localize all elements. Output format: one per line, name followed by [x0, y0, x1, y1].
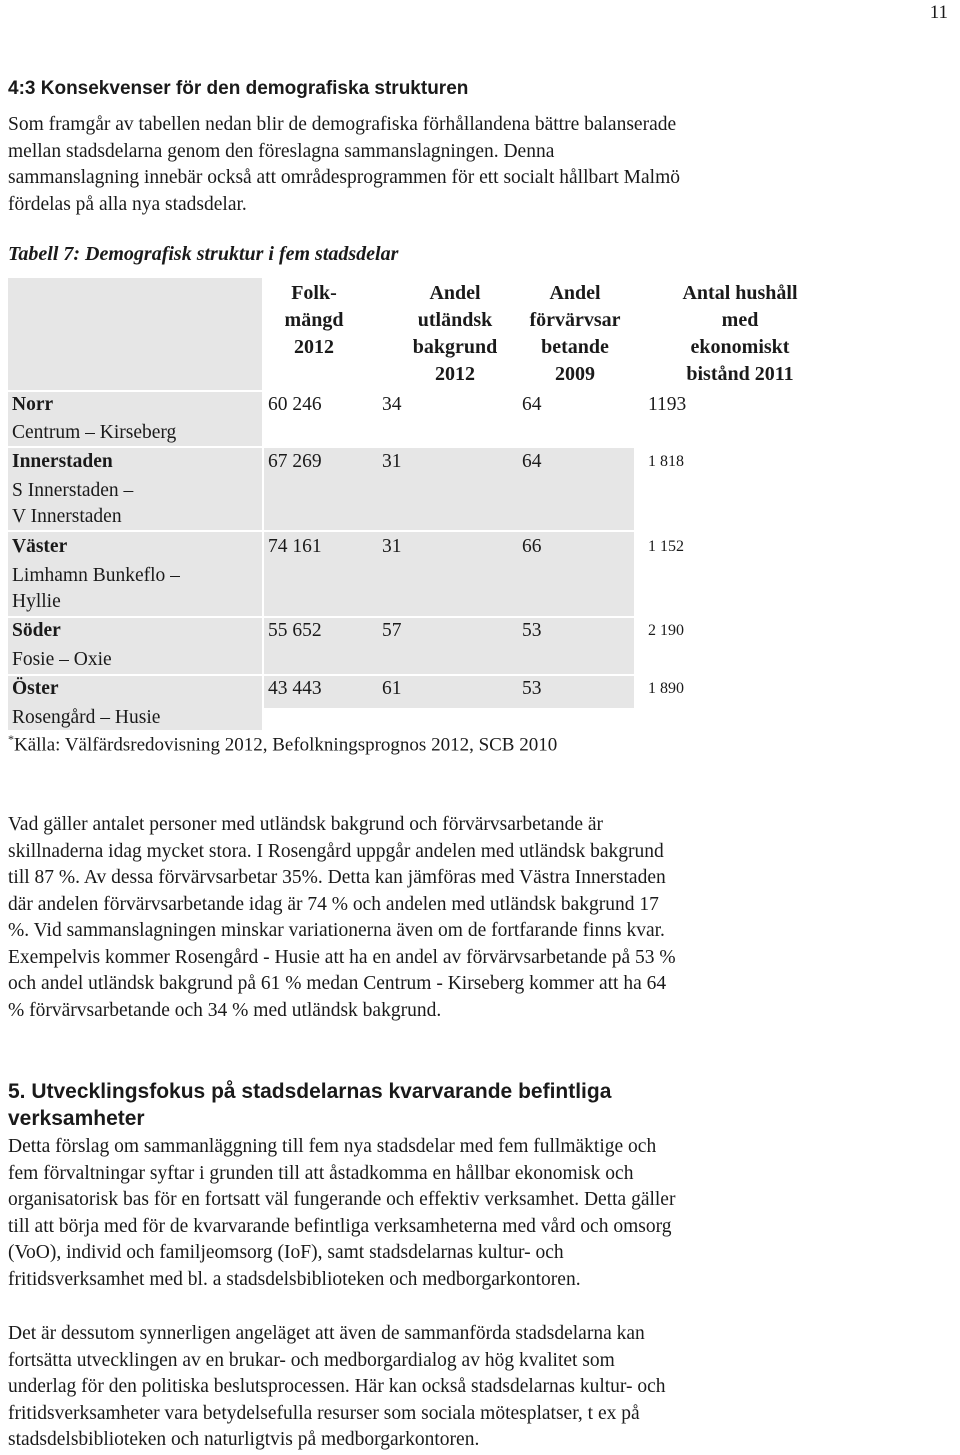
cell-households-aid: 1 818 [648, 453, 684, 470]
page-number: 11 [929, 2, 948, 23]
cell-employed-share: 53 [522, 620, 542, 641]
row-subname: Rosengård – Husie [12, 707, 161, 728]
column-header-households-aid: Antal hushåll med ekonomiskt bistånd 2011 [682, 282, 798, 385]
text-line: sammanslagning innebär också att områdesprogrammen för ett socialt hållbart Malmö [8, 167, 681, 188]
cell-population: 55 652 [268, 620, 322, 641]
row-name: Väster [12, 536, 68, 557]
source-text: Källa: Välfärdsredovisning 2012, Befolkningsprognos 2012, SCB 2010 [14, 734, 558, 756]
text-line: underlag för den politiska beslutsprocessen. Här kan också stadsdelarnas kultur- och [8, 1376, 666, 1397]
text-line: Det är dessutom synnerligen angeläget att även de sammanförda stadsdelarna kan [8, 1323, 645, 1344]
intro-paragraph [8, 112, 908, 218]
cell-employed-share: 64 [522, 394, 542, 415]
cell-households-aid: 1 890 [648, 680, 684, 697]
cell-foreign-share: 34 [382, 394, 402, 415]
text-line: (VoO), individ och familjeomsorg (IoF), samt stadsdelarnas kultur- och [8, 1242, 564, 1263]
row-name: Söder [12, 620, 61, 641]
table-caption: Tabell 7: Demografisk struktur i fem stadsdelar [8, 243, 399, 265]
heading-line: 5. Utvecklingsfokus på stadsdelarnas kvarvarande befintliga [8, 1080, 612, 1103]
cell-population: 67 269 [268, 451, 322, 472]
cell-population: 43 443 [268, 678, 322, 699]
cell-foreign-share: 61 [382, 678, 402, 699]
cell-foreign-share: 57 [382, 620, 402, 641]
row-name: Innerstaden [12, 451, 113, 472]
text-line: fördelas på alla nya stadsdelar. [8, 193, 247, 215]
cell-population: 60 246 [268, 394, 322, 415]
cell-employed-share: 64 [522, 451, 542, 472]
row-name: Öster [12, 678, 59, 699]
row-subname: Centrum – Kirseberg [12, 422, 177, 443]
text-line: organisatorisk bas för en fortsatt väl fungerande och effektiv verksamhet. Detta gäller [8, 1189, 676, 1210]
text-line: skillnaderna idag mycket stora. I Rosengård uppgår andelen med utländsk bakgrund [8, 840, 664, 862]
demographics-table [0, 278, 960, 758]
cell-households-aid: 1 152 [648, 538, 684, 555]
table-source-note [8, 732, 557, 756]
column-header-foreign-background: Andel utländsk bakgrund 2012 [412, 282, 498, 385]
row-subname: Limhamn Bunkeflo – [12, 565, 180, 586]
column-header-employed: Andel förvärvsar betande 2009 [529, 282, 621, 385]
row-subname: V Innerstaden [12, 506, 122, 527]
text-line: till att börja med för de kvarvarande befintliga verksamheterna med vård och omsorg [8, 1215, 672, 1237]
text-line: Detta förslag om sammanläggning till fem nya stadsdelar med fem fullmäktige och [8, 1136, 657, 1157]
row-name: Norr [12, 394, 54, 415]
cell-employed-share: 53 [522, 678, 542, 699]
cell-population: 74 161 [268, 536, 322, 557]
cell-households-aid: 2 190 [648, 622, 684, 639]
text-line: mellan stadsdelarna genom den föreslagna sammanslagningen. Denna [8, 140, 555, 162]
text-line: % förvärvsarbetande och 34 % med utländsk bakgrund. [8, 999, 442, 1021]
text-line: stadsdelsbiblioteken och naturligtvis på medborgarkontoren. [8, 1429, 480, 1450]
table-header-blank-cell [8, 278, 262, 390]
heading-line: verksamheter [8, 1107, 145, 1130]
cell-foreign-share: 31 [382, 451, 402, 472]
cell-foreign-share: 31 [382, 536, 402, 557]
text-line: fritidsverksamhet med bl. a stadsdelsbiblioteken och medborgarkontoren. [8, 1268, 581, 1290]
section-5-heading [8, 1078, 908, 1132]
text-line: fritidsverksamheter vara betydelsefulla resurser som sociala mötesplatser, t ex på [8, 1402, 640, 1424]
text-line: och andel utländsk bakgrund på 61 % medan Centrum - Kirseberg kommer att ha 64 [8, 973, 667, 994]
text-line: Vad gäller antalet personer med utländsk bakgrund och förvärvsarbetande är [8, 814, 604, 835]
cell-households-aid: 1193 [648, 394, 687, 415]
text-line: där andelen förvärvsarbetande idag är 74 % och andelen med utländsk bakgrund 17 [8, 893, 659, 915]
section-heading: 4:3 Konsekvenser för den demografiska strukturen [8, 78, 469, 99]
row-subname: S Innerstaden – [12, 480, 134, 501]
cell-employed-share: 66 [522, 536, 542, 557]
text-line: Som framgår av tabellen nedan blir de demografiska förhållandena bättre balanserade [8, 114, 677, 135]
text-line: till 87 %. Av dessa förvärvsarbetar 35%. Detta kan jämföras med Västra Innerstaden [8, 867, 666, 888]
text-line: %. Vid sammanslagningen minskar variationerna även om de fortfarande finns kvar. [8, 920, 665, 941]
row-subname: Fosie – Oxie [12, 649, 112, 670]
column-header-population: Folk- mängd 2012 [284, 282, 344, 358]
text-line: fem förvaltningar syftar i grunden till att åstadkomma en hållbar ekonomisk och [8, 1162, 634, 1184]
analysis-paragraph [8, 812, 908, 1024]
text-line: fortsätta utvecklingen av en brukar- och medborgardialog av hög kvalitet som [8, 1349, 615, 1371]
source-asterisk: * [8, 732, 14, 746]
row-subname: Hyllie [12, 591, 61, 612]
section-5-paragraph-1 [8, 1134, 908, 1293]
section-5-paragraph-2 [8, 1321, 908, 1454]
text-line: Exempelvis kommer Rosengård - Husie att ha en andel av förvärvsarbetande på 53 % [8, 946, 676, 968]
